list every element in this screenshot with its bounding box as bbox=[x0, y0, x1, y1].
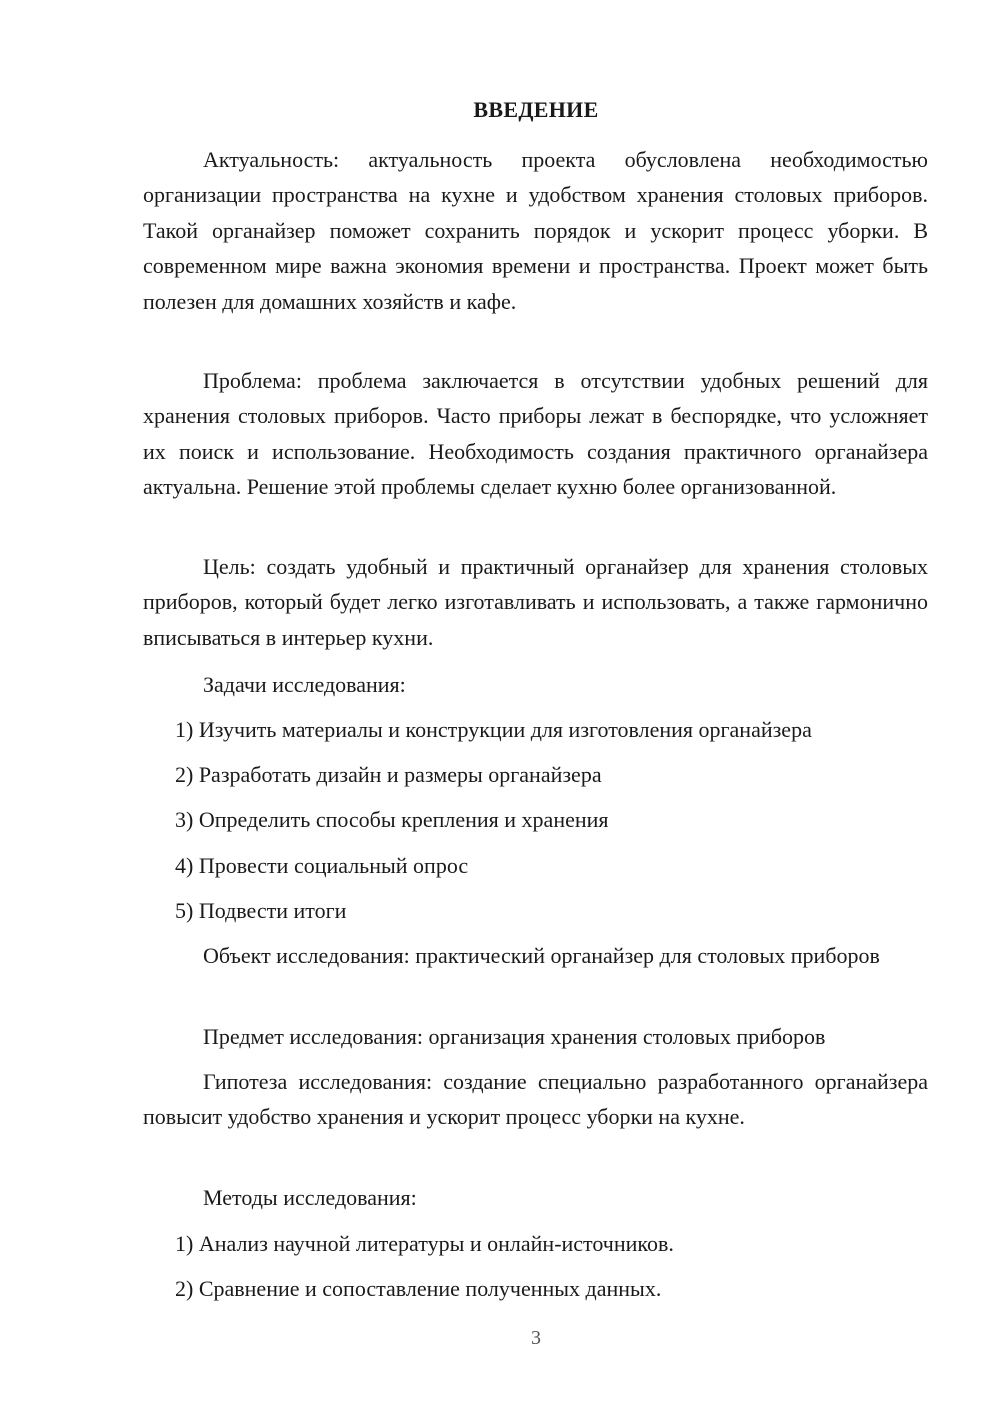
method-item-1: 1) Анализ научной литературы и онлайн-источников. bbox=[175, 1231, 674, 1256]
task-item-4: 4) Провести социальный опрос bbox=[175, 853, 469, 878]
methods-heading: Методы исследования: bbox=[203, 1185, 417, 1210]
hypothesis-paragraph: Гипотеза исследования: создание специально разработанного органайзера повысит удобство хранения и ускорит процесс уборки на кухне. bbox=[143, 1069, 928, 1130]
task-item-1: 1) Изучить материалы и конструкции для изготовления органайзера bbox=[175, 717, 812, 742]
page-number: 3 bbox=[531, 1327, 541, 1349]
subject-paragraph: Предмет исследования: организация хранения столовых приборов bbox=[203, 1024, 826, 1049]
goal-paragraph: Цель: создать удобный и практичный органайзер для хранения столовых приборов, который будет легко изготавливать и использовать, а также гармонично вписываться в интерьер кухни. bbox=[143, 554, 928, 650]
task-item-5: 5) Подвести итоги bbox=[175, 898, 347, 923]
page-title: ВВЕДЕНИЕ bbox=[473, 97, 599, 122]
object-paragraph: Объект исследования: практический органайзер для столовых приборов bbox=[203, 943, 880, 968]
relevance-paragraph: Актуальность: актуальность проекта обусловлена необходимостью организации пространства на кухне и удобством хранения столовых приборов. Такой органайзер поможет сохранить порядок и ускорит процесс уборки. В современном мире важна экономия времени и пространства. Проект может быть полезен для домашних хозяйств и кафе. bbox=[143, 147, 928, 314]
task-item-2: 2) Разработать дизайн и размеры органайзера bbox=[175, 762, 602, 787]
tasks-heading: Задачи исследования: bbox=[203, 672, 406, 697]
problem-paragraph: Проблема: проблема заключается в отсутствии удобных решений для хранения столовых приборов. Часто приборы лежат в беспорядке, что усложняет их поиск и использование. Необходимость создания практичного органайзера актуальна. Решение этой проблемы сделает кухню более организованной. bbox=[143, 368, 928, 500]
method-item-2: 2) Сравнение и сопоставление полученных данных. bbox=[175, 1276, 662, 1301]
task-item-3: 3) Определить способы крепления и хранения bbox=[175, 807, 609, 832]
